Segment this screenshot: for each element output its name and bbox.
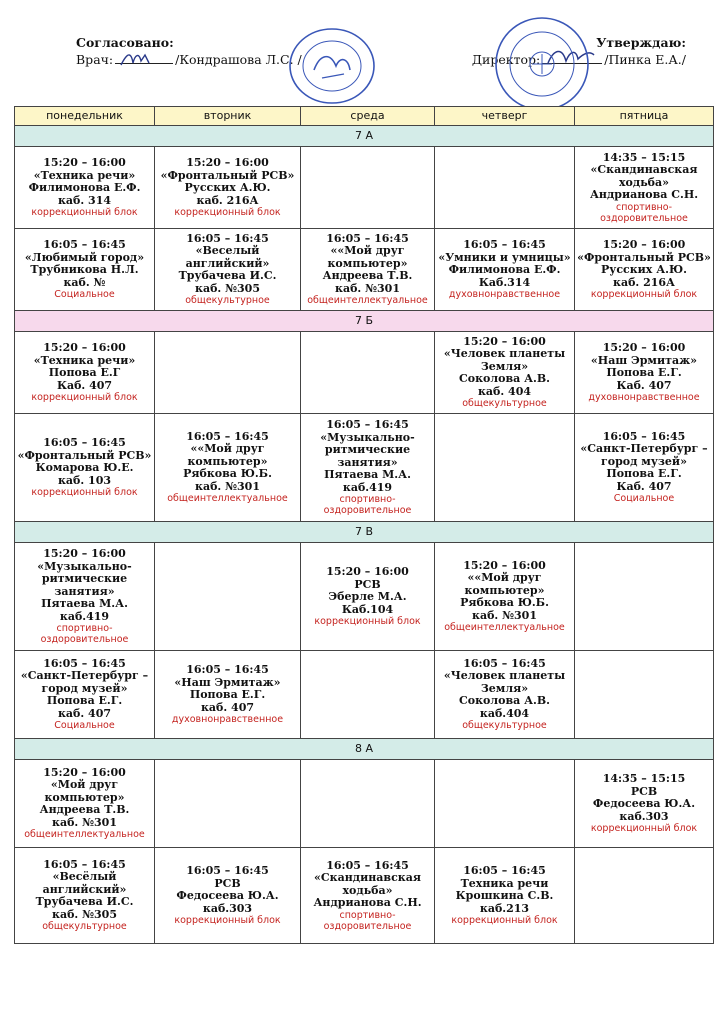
- lesson-row: [15, 848, 714, 944]
- lesson-title: «Скандинавская ходьба»: [590, 163, 698, 189]
- lesson-cell: [301, 414, 435, 522]
- lesson-room: каб.404: [479, 706, 530, 720]
- day-header: пятница: [575, 107, 714, 126]
- lesson-category: коррекционный блок: [31, 392, 138, 403]
- lesson-category: духовнонравственное: [171, 714, 284, 725]
- lesson-time: 15:20 – 16:00: [186, 156, 269, 169]
- lesson-room: каб. №301: [472, 608, 537, 622]
- lesson-time: 15:20 – 16:00: [43, 156, 126, 169]
- lesson-row: [15, 651, 714, 739]
- lesson-title: «Музыкально-ритмические занятия»: [320, 430, 415, 469]
- lesson-time: 15:20 – 16:00: [463, 558, 546, 572]
- lesson-category: коррекционный блок: [31, 487, 138, 498]
- lesson-cell: [575, 848, 714, 944]
- lesson-time: 16:05 – 16:45: [186, 864, 269, 877]
- lesson-teacher: Трубачева И.С.: [35, 895, 134, 909]
- lesson-teacher: Эберле М.А.: [328, 590, 407, 603]
- lesson-room: каб. 216А: [613, 275, 675, 289]
- lesson-title: «Фронтальный РСВ»: [160, 168, 295, 182]
- class-name: 7 А: [15, 126, 714, 147]
- lesson-title: «Техника речи»: [33, 353, 136, 367]
- lesson-cell: [301, 651, 435, 739]
- lesson-teacher: Трубачева И.С.: [178, 269, 277, 283]
- lesson-cell: [301, 147, 435, 229]
- day-header: понедельник: [15, 107, 155, 126]
- day-header: среда: [301, 107, 435, 126]
- lesson-category: спортивно-оздоровительное: [323, 494, 412, 516]
- lesson-cell: [301, 543, 435, 651]
- lesson-title: «Человек планеты Земля»: [443, 669, 566, 695]
- lesson-category: общекультурное: [185, 295, 270, 307]
- lesson-cell: [15, 651, 155, 739]
- day-header: вторник: [155, 107, 301, 126]
- class-header-row: [15, 126, 714, 147]
- lesson-teacher: Соколова А.В.: [459, 372, 550, 386]
- lesson-room: Каб. 407: [56, 378, 113, 392]
- lesson-time: 15:20 – 16:00: [602, 238, 686, 251]
- lesson-room: Каб. 407: [616, 378, 672, 392]
- lesson-room: каб.303: [619, 809, 669, 823]
- lesson-teacher: Филимонова Е.Ф.: [28, 181, 141, 194]
- lesson-row: [15, 414, 714, 522]
- lesson-category: коррекционный блок: [174, 915, 281, 926]
- lesson-teacher: Попова Е.Г.: [606, 467, 682, 481]
- lesson-row: [15, 760, 714, 848]
- lesson-teacher: Русских А.Ю.: [184, 181, 271, 194]
- lesson-cell: [155, 651, 301, 739]
- lesson-cell: [435, 332, 575, 414]
- lesson-category: коррекционный блок: [590, 823, 698, 834]
- lesson-room: каб. 407: [57, 706, 112, 720]
- lesson-title: ««Мой друг компьютер»: [464, 571, 545, 597]
- lesson-time: 16:05 – 16:45: [43, 857, 126, 871]
- lesson-cell: [155, 147, 301, 229]
- lesson-cell: [575, 332, 714, 414]
- class-header-row: [15, 311, 714, 332]
- lesson-room: каб. 404: [477, 384, 532, 398]
- lesson-cell: [301, 229, 435, 311]
- director-name: /Пинка Е.А./: [604, 52, 686, 67]
- lesson-room: каб. 407: [200, 700, 255, 714]
- lesson-teacher: Рябкова Ю.Б.: [460, 596, 549, 610]
- lesson-room: каб.419: [342, 480, 393, 494]
- lesson-category: коррекционный блок: [314, 616, 421, 627]
- lesson-title: РСВ: [630, 784, 658, 798]
- lesson-time: 16:05 – 16:45: [326, 231, 409, 245]
- lesson-room: каб. №305: [195, 281, 260, 295]
- lesson-row: [15, 543, 714, 651]
- lesson-time: 16:05 – 16:45: [326, 418, 409, 431]
- lesson-title: «Санкт-Петербург – город музей»: [580, 442, 708, 468]
- lesson-cell: [15, 848, 155, 944]
- lesson-teacher: Филимонова Е.Ф.: [448, 263, 561, 276]
- lesson-category: коррекционный блок: [174, 207, 281, 218]
- lesson-teacher: Андреева Т.В.: [322, 269, 413, 283]
- lesson-cell: [155, 543, 301, 651]
- lesson-time: 16:05 – 16:45: [186, 231, 269, 245]
- lesson-category: Социальное: [54, 720, 115, 732]
- lesson-category: духовнонравственное: [448, 289, 561, 300]
- lesson-title: РСВ: [354, 577, 381, 591]
- lesson-cell: [435, 651, 575, 739]
- lesson-cell: [575, 229, 714, 311]
- approval-left: [76, 34, 302, 68]
- lesson-time: 16:05 – 16:45: [463, 864, 546, 877]
- lesson-teacher: Попова Е.Г.: [189, 688, 266, 701]
- lesson-category: общеинтеллектуальное: [444, 622, 565, 634]
- lesson-category: общекультурное: [42, 921, 127, 933]
- lesson-category: коррекционный блок: [590, 289, 698, 300]
- class-name: 7 Б: [15, 311, 714, 332]
- lesson-cell: [301, 848, 435, 944]
- approved-title: Согласовано:: [76, 35, 174, 50]
- lesson-cell: [575, 651, 714, 739]
- lesson-time: 16:05 – 16:45: [463, 656, 546, 670]
- doctor-name: /Кондрашова Л.С. /: [175, 52, 302, 67]
- lesson-time: 15:20 – 16:00: [43, 547, 126, 560]
- lesson-room: Каб.314: [478, 275, 531, 289]
- lesson-teacher: Комарова Ю.Е.: [35, 461, 134, 474]
- lesson-room: каб. №301: [195, 479, 260, 493]
- lesson-cell: [435, 760, 575, 848]
- lesson-time: 15:20 – 16:00: [43, 765, 126, 779]
- lesson-category: Социальное: [613, 493, 675, 505]
- doctor-line: [76, 51, 302, 68]
- lesson-cell: [15, 760, 155, 848]
- lesson-title: «Мой друг компьютер»: [44, 778, 125, 804]
- lesson-title: «Наш Эрмитаж»: [174, 675, 281, 689]
- lesson-cell: [155, 229, 301, 311]
- lesson-title: «Музыкально-ритмические занятия»: [37, 559, 132, 598]
- lesson-title: «Любимый город»: [24, 250, 145, 264]
- lesson-time: 15:20 – 16:00: [602, 341, 686, 354]
- lesson-teacher: Федосеева Ю.А.: [176, 889, 279, 902]
- lesson-category: общекультурное: [462, 720, 547, 732]
- lesson-title: «Умники и умницы»: [438, 250, 571, 264]
- lesson-time: 14:35 – 15:15: [602, 772, 686, 785]
- class-name: 7 В: [15, 522, 714, 543]
- lesson-cell: [155, 760, 301, 848]
- lesson-teacher: Соколова А.В.: [459, 694, 550, 708]
- lesson-teacher: Попова Е.Г.: [606, 366, 682, 379]
- lesson-room: каб. №301: [335, 281, 400, 295]
- lesson-cell: [15, 543, 155, 651]
- lesson-category: спортивно-оздоровительное: [40, 623, 129, 645]
- lesson-teacher: Крошкина С.В.: [455, 889, 554, 902]
- school-stamp: [486, 14, 598, 114]
- lesson-category: общекультурное: [462, 398, 547, 410]
- lesson-cell: [575, 147, 714, 229]
- lesson-room: каб. 314: [57, 193, 112, 207]
- day-header: четверг: [435, 107, 575, 126]
- lesson-room: каб.213: [479, 901, 530, 915]
- lesson-cell: [575, 543, 714, 651]
- lesson-time: 16:05 – 16:45: [326, 858, 409, 872]
- lesson-title: «Человек планеты Земля»: [443, 347, 566, 373]
- lesson-row: [15, 147, 714, 229]
- doctor-stamp: [286, 26, 378, 106]
- lesson-teacher: Рябкова Ю.Б.: [183, 467, 272, 481]
- lesson-room: каб. 216А: [196, 193, 259, 207]
- lesson-title: «Веселый английский»: [185, 244, 270, 270]
- doctor-role: Врач:: [76, 52, 114, 67]
- lesson-category: спортивно-оздоровительное: [323, 909, 412, 932]
- lesson-time: 16:05 – 16:45: [186, 429, 269, 443]
- lesson-cell: [575, 760, 714, 848]
- lesson-teacher: Андреева Т.В.: [39, 803, 130, 817]
- lesson-time: 16:05 – 16:45: [463, 238, 546, 251]
- lesson-time: 16:05 – 16:45: [602, 429, 686, 443]
- lesson-teacher: Пятаева М.А.: [41, 597, 128, 610]
- lesson-room: каб. №305: [52, 907, 117, 921]
- director-role: Директор:: [471, 52, 541, 67]
- lesson-time: 16:05 – 16:45: [186, 663, 269, 676]
- lesson-category: Социальное: [54, 289, 115, 300]
- lesson-cell: [15, 147, 155, 229]
- lesson-time: 16:05 – 16:45: [43, 238, 126, 251]
- lesson-category: общеинтеллектуальное: [167, 493, 288, 505]
- lesson-cell: [155, 414, 301, 522]
- class-header-row: [15, 522, 714, 543]
- lesson-time: 15:20 – 16:00: [43, 341, 126, 354]
- lesson-cell: [155, 332, 301, 414]
- lesson-room: каб. №: [63, 275, 106, 289]
- class-header-row: [15, 739, 714, 760]
- lesson-category: коррекционный блок: [31, 207, 138, 218]
- lesson-cell: [155, 848, 301, 944]
- lesson-time: 14:35 – 15:15: [602, 150, 686, 164]
- lesson-title: «Скандинавская ходьба»: [314, 871, 421, 897]
- lesson-cell: [435, 229, 575, 311]
- lesson-cell: [575, 414, 714, 522]
- lesson-cell: [15, 229, 155, 311]
- lesson-cell: [435, 147, 575, 229]
- lesson-title: ««Мой друг компьютер»: [327, 244, 408, 270]
- lesson-room: Каб.104: [341, 602, 394, 616]
- doctor-signature: [115, 63, 173, 64]
- lesson-teacher: Попова Е.Г.: [46, 694, 123, 708]
- lesson-time: 16:05 – 16:45: [43, 436, 126, 449]
- lesson-row: [15, 229, 714, 311]
- schedule-table: [14, 106, 714, 944]
- lesson-title: Техника речи: [460, 876, 549, 890]
- lesson-category: коррекционный блок: [451, 915, 558, 926]
- lesson-cell: [435, 414, 575, 522]
- lesson-title: «Техника речи»: [33, 168, 136, 182]
- lesson-room: Каб. 407: [616, 479, 672, 493]
- lesson-category: спортивно-оздоровительное: [600, 201, 688, 224]
- lesson-time: 15:20 – 16:00: [463, 334, 546, 348]
- lesson-title: «Наш Эрмитаж»: [590, 353, 698, 367]
- lesson-cell: [301, 332, 435, 414]
- lesson-time: 15:20 – 16:00: [326, 565, 409, 578]
- lesson-teacher: Федосеева Ю.А.: [592, 797, 696, 810]
- lesson-category: общеинтеллектуальное: [24, 829, 145, 841]
- approve-title: Утверждаю:: [596, 35, 686, 50]
- lesson-cell: [435, 543, 575, 651]
- lesson-category: духовнонравственное: [588, 392, 700, 403]
- lesson-title: «Весёлый английский»: [42, 870, 127, 896]
- lesson-room: каб.303: [202, 901, 253, 915]
- lesson-title: ««Мой друг компьютер»: [187, 442, 268, 468]
- lesson-time: 16:05 – 16:45: [43, 656, 126, 670]
- lesson-teacher: Андрианова С.Н.: [313, 896, 422, 909]
- lesson-teacher: Пятаева М.А.: [324, 468, 411, 481]
- lesson-cell: [15, 332, 155, 414]
- days-header-row: [15, 107, 714, 126]
- lesson-title: РСВ: [214, 876, 241, 890]
- lesson-room: каб.419: [59, 609, 110, 623]
- lesson-room: каб. №301: [52, 815, 117, 829]
- lesson-title: «Санкт-Петербург – город музей»: [20, 669, 149, 695]
- lesson-cell: [15, 414, 155, 522]
- lesson-title: «Фронтальный РСВ»: [17, 448, 152, 462]
- lesson-room: каб. 103: [57, 473, 112, 487]
- lesson-teacher: Попова Е.Г: [48, 366, 121, 379]
- lesson-category: общеинтеллектуальное: [307, 295, 428, 307]
- class-name: 8 А: [15, 739, 714, 760]
- lesson-teacher: Русских А.Ю.: [601, 263, 687, 276]
- lesson-cell: [301, 760, 435, 848]
- lesson-teacher: Трубникова Н.Л.: [30, 263, 139, 276]
- lesson-title: «Фронтальный РСВ»: [577, 250, 711, 264]
- lesson-row: [15, 332, 714, 414]
- lesson-cell: [435, 848, 575, 944]
- lesson-teacher: Андрианова С.Н.: [589, 188, 699, 201]
